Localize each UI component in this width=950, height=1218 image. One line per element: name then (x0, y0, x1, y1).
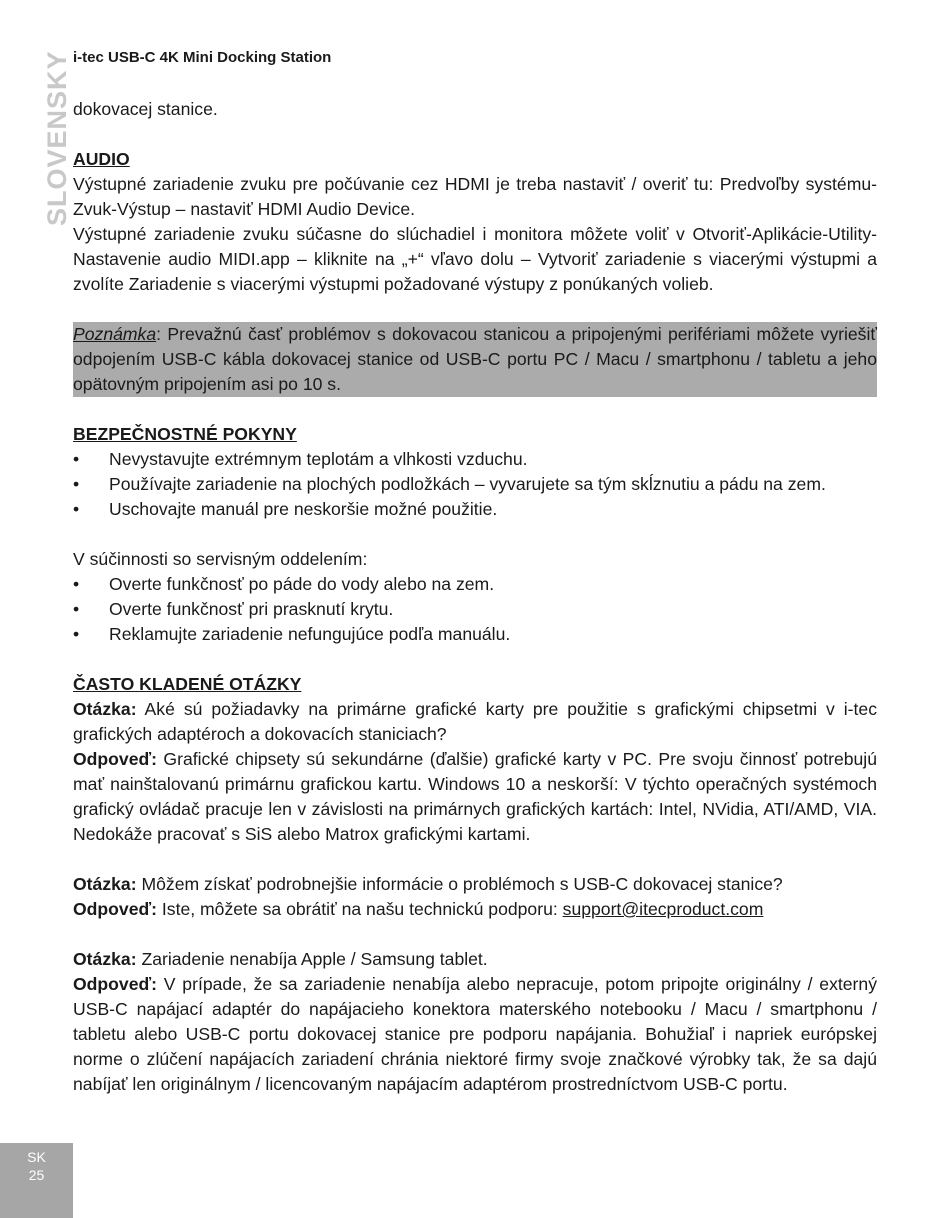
faq-question-2: Otázka: Môžem získať podrobnejšie informácie o problémoch s USB-C dokovacej stanice? (73, 874, 783, 894)
page-content (73, 97, 877, 1097)
audio-paragraph-1: Výstupné zariadenie zvuku pre počúvanie cez HDMI je treba nastaviť / overiť tu: Predvoľby systému-Zvuk-Výstup – nastaviť HDMI Audio Device. (73, 174, 877, 219)
side-language-label: SLOVENSKY (42, 50, 72, 226)
faq-question-3: Otázka: Zariadenie nenabíja Apple / Samsung tablet. (73, 949, 488, 969)
list-item: • Overte funkčnosť po páde do vody alebo na zem. (73, 574, 495, 594)
safety-heading: BEZPEČNOSTNÉ POKYNY (73, 424, 297, 444)
list-item: • Overte funkčnosť pri prasknutí krytu. (73, 599, 394, 619)
list-item: • Používajte zariadenie na plochých podložkách – vyvarujete sa tým skĺznutiu a pádu na zem. (73, 474, 826, 494)
audio-heading: AUDIO (73, 149, 130, 169)
faq-answer-2: Odpoveď: Iste, môžete sa obrátiť na našu technickú podporu: support@itecproduct.com (73, 899, 764, 919)
page-number: 25 (28, 1167, 45, 1183)
service-list (73, 572, 877, 647)
faq-question-1: Otázka: Aké sú požiadavky na primárne grafické karty pre použitie s grafickými chipsetmi v i-tec grafických adaptéroch a dokovacích staniciach? (73, 699, 877, 744)
audio-paragraph-2: Výstupné zariadenie zvuku súčasne do slúchadiel i monitora môžete voliť v Otvoriť-Aplikácie-Utility-Nastavenie audio MIDI.app – kliknite na „+“ vľavo dolu – Vytvoriť zariadenie s viacerými výstupmi a zvolíte Zariadenie s viacerými výstupmi požadované výstupy z ponúkaných volieb. (73, 224, 877, 294)
document-header-title: i-tec USB-C 4K Mini Docking Station (73, 49, 332, 66)
intro-text: dokovacej stanice. (73, 99, 218, 119)
note-label: Poznámka (73, 324, 157, 344)
footer-lang-code: SK (27, 1149, 46, 1165)
safety-list (73, 447, 877, 522)
page-footer-tab (0, 1143, 73, 1218)
faq-answer-1: Odpoveď: Grafické chipsety sú sekundárne (ďalšie) grafické karty v PC. Pre svoju činnosť potrebujú mať nainštalovanú primárnu grafickou kartu. Windows 10 a neskorší: V týchto operačných systémoch grafický ovládač pracuje len v závislosti na primárnych grafických kartách: Intel, NVidia, ATI/AMD, VIA. Nedokáže pracovať s SiS alebo Matrox grafickými kartami. (73, 749, 877, 844)
support-email-link[interactable]: support@itecproduct.com (562, 899, 764, 919)
list-item: • Uschovajte manuál pre neskoršie možné použitie. (73, 499, 498, 519)
list-item: • Nevystavujte extrémnym teplotám a vlhkosti vzduchu. (73, 449, 528, 469)
service-intro: V súčinnosti so servisným oddelením: (73, 549, 368, 569)
faq-answer-3: Odpoveď: V prípade, že sa zariadenie nenabíja alebo nepracuje, potom pripojte originálny / externý USB-C napájací adaptér do napájacieho konektora materského notebooku / Macu / smartphonu / tabletu alebo USB-C portu dokovacej stanice pre podporu napájania. Bohužiaľ i napriek európskej norme o zlúčení napájacích zariadení chránia niektoré firmy svoje značkové výrobky tak, že sa dajú nabíjať len originálnym / licencovaným napájacím adaptérom prostredníctvom USB-C portu. (73, 974, 877, 1094)
note-box (73, 322, 877, 397)
list-item: • Reklamujte zariadenie nefungujúce podľa manuálu. (73, 624, 511, 644)
faq-heading: ČASTO KLADENÉ OTÁZKY (73, 674, 302, 694)
note-text: : Prevažnú časť problémov s dokovacou stanicou a pripojenými perifériami môžete vyriešiť odpojením USB-C kábla dokovacej stanice od USB-C portu PC / Macu / smartphonu / tabletu a jeho opätovným pripojením asi po 10 s. (73, 324, 877, 394)
